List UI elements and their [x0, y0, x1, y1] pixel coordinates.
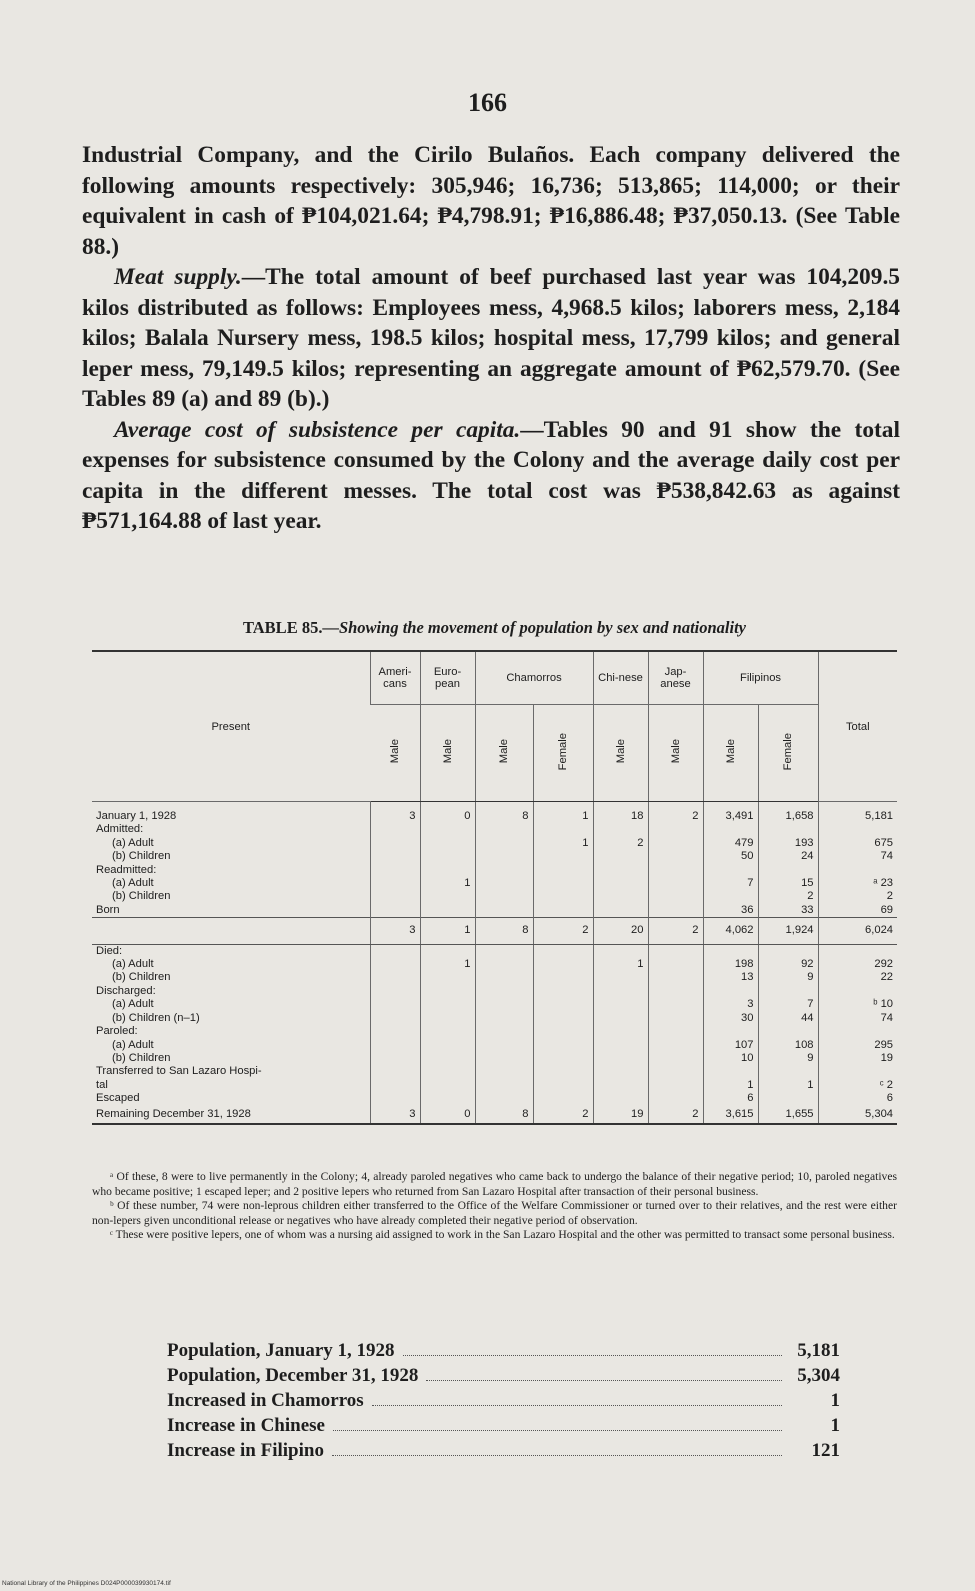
- table-cell: [593, 1079, 648, 1092]
- paragraph-meat-supply: [82, 262, 900, 415]
- table-cell: [648, 877, 703, 890]
- table-cell: 292: [818, 958, 897, 971]
- table-caption-label: TABLE 85.: [242, 618, 323, 637]
- table-row: [92, 1039, 897, 1052]
- table-cell: [370, 890, 420, 903]
- table-cell: [420, 1065, 475, 1078]
- table-cell: 7: [758, 998, 818, 1011]
- table-cell: [475, 1052, 533, 1065]
- table-cell: [593, 1052, 648, 1065]
- table-cell: [475, 998, 533, 1011]
- header-chinese-male: Male: [593, 705, 648, 802]
- row-label: [92, 918, 370, 944]
- table-cell: 6: [818, 1092, 897, 1105]
- table-cell: [758, 823, 818, 836]
- table-cell: 1: [758, 1079, 818, 1092]
- table-cell: 33: [758, 904, 818, 918]
- table-cell: [420, 890, 475, 903]
- body-text: [82, 140, 900, 537]
- table-cell: [648, 998, 703, 1011]
- table-cell: [593, 1039, 648, 1052]
- table-cell: [648, 1092, 703, 1105]
- summary-row: [167, 1340, 840, 1365]
- table-cell: [420, 1079, 475, 1092]
- table-cell: [533, 944, 593, 958]
- table-cell: [475, 944, 533, 958]
- footnote-c: ᶜ These were positive lepers, one of whom was a nursing aid assigned to work in the San Lazaro Hospital and the other was permitted to transact some personal business.: [110, 1228, 895, 1241]
- table-row: [92, 971, 897, 984]
- row-label: (b) Children: [112, 890, 171, 903]
- table-cell: [420, 1012, 475, 1025]
- population-table: [92, 650, 897, 1125]
- table-cell: 3: [370, 918, 420, 944]
- row-label: Admitted:: [96, 823, 144, 836]
- header-japanese-male: Male: [648, 705, 703, 802]
- table-cell: [533, 1025, 593, 1038]
- table-cell: [648, 1039, 703, 1052]
- summary-value: 121: [811, 1440, 840, 1461]
- row-label: (a) Adult: [112, 998, 154, 1011]
- table-cell: 74: [818, 1012, 897, 1025]
- table-cell: [593, 944, 648, 958]
- footnote-a: ᵃ Of these, 8 were to live permanently in the Colony; 4, already paroled negatives who came back to undergo the balance of their negative period; 10, paroled negatives who became positive; 1 escaped leper; and 2 positive lepers who returned from San Lazaro Hospital after transaction of their personal business.: [92, 1170, 897, 1198]
- meat-supply-text: —The total amount of beef purchased last year was 104,209.5 kilos distributed as follows: Employees mess, 4,968.5 kilos; laborers mess, 2,184 kilos; Balala Nursery mess, 198.5 kilos; hospital mess, 17,799 kilos; and general leper mess, 79,149.5 kilos; representing an aggregate amount of ₱62,579.70. (See Tables 89 (a) and 89 (b).): [82, 264, 900, 412]
- table-cell: [758, 864, 818, 877]
- table-caption: [92, 618, 897, 638]
- table-cell: [648, 904, 703, 918]
- population-summary: [167, 1340, 840, 1465]
- table-row: [92, 890, 897, 903]
- table-cell: [370, 1012, 420, 1025]
- row-label: Transferred to San Lazaro Hospi-: [96, 1065, 262, 1078]
- table-cell: [370, 971, 420, 984]
- header-chamorros-female: Female: [533, 705, 593, 802]
- table-cell: [475, 1065, 533, 1078]
- table-cell: [370, 1079, 420, 1092]
- summary-row: [167, 1365, 840, 1390]
- table-cell: [370, 877, 420, 890]
- table-cell: [593, 985, 648, 998]
- row-label: Discharged:: [96, 984, 156, 997]
- header-total: Total: [818, 651, 897, 802]
- table-cell: 24: [758, 850, 818, 863]
- table-cell: [818, 944, 897, 958]
- table-cell: [758, 944, 818, 958]
- table-cell: 74: [818, 850, 897, 863]
- table-cell: [370, 850, 420, 863]
- table-cell: [703, 944, 758, 958]
- table-cell: [533, 1052, 593, 1065]
- header-chinese: Chi-nese: [593, 651, 648, 705]
- summary-value: 1: [830, 1415, 840, 1436]
- table-cell: 19: [593, 1106, 648, 1124]
- table-row: [92, 877, 897, 890]
- row-label: Paroled:: [96, 1025, 138, 1038]
- table-cell: [420, 864, 475, 877]
- table-cell: [370, 837, 420, 850]
- table-cell: [648, 837, 703, 850]
- table-cell: 3: [703, 998, 758, 1011]
- table-cell: [420, 823, 475, 836]
- table-cell: [758, 985, 818, 998]
- table-row: [92, 1065, 897, 1078]
- row-label: (b) Children: [112, 971, 171, 984]
- table-cell: [533, 904, 593, 918]
- table-cell: 6,024: [818, 918, 897, 944]
- table-cell: [475, 890, 533, 903]
- table-cell: 2: [533, 1106, 593, 1124]
- table-cell: 1: [533, 802, 593, 824]
- row-label: (a) Adult: [112, 1038, 154, 1051]
- table-cell: 2: [533, 918, 593, 944]
- header-filipinos-female: Female: [758, 705, 818, 802]
- average-cost-text: —Tables 90 and 91 show the total expenses for subsistence consumed by the Colony and the average daily cost per capita in the different messes. The total cost was ₱538,842.63 as against ₱571,164.88 of last year.: [82, 416, 900, 534]
- table-cell: 108: [758, 1039, 818, 1052]
- summary-value: 5,181: [797, 1340, 840, 1361]
- table-cell: [370, 1052, 420, 1065]
- table-cell: 2: [648, 802, 703, 824]
- table-cell: [533, 1092, 593, 1105]
- table-cell: [475, 1079, 533, 1092]
- table-cell: [533, 998, 593, 1011]
- paragraph-average-cost: [82, 415, 900, 537]
- table-cell: 3: [370, 802, 420, 824]
- table-row: [92, 802, 897, 824]
- table-cell: [420, 998, 475, 1011]
- table-row: [92, 1106, 897, 1124]
- scan-imprint: National Library of the Philippines D024P000039930174.tif: [2, 1580, 171, 1587]
- table-cell: 2: [593, 837, 648, 850]
- table-cell: [648, 944, 703, 958]
- table-cell: 7: [703, 877, 758, 890]
- row-label: (a) Adult: [112, 958, 154, 971]
- table-cell: [758, 1065, 818, 1078]
- table-cell: 8: [475, 918, 533, 944]
- table-cell: 18: [593, 802, 648, 824]
- row-label: Escaped: [96, 1092, 140, 1105]
- table-cell: 1: [420, 958, 475, 971]
- table-cell: 1,655: [758, 1106, 818, 1124]
- table-cell: [818, 864, 897, 877]
- summary-row: [167, 1440, 840, 1465]
- table-cell: 8: [475, 1106, 533, 1124]
- table-cell: [648, 1065, 703, 1078]
- meat-supply-heading: Meat supply.: [114, 264, 242, 290]
- table-cell: 198: [703, 958, 758, 971]
- table-cell: 1: [420, 877, 475, 890]
- table-cell: [593, 864, 648, 877]
- table-cell: 13: [703, 971, 758, 984]
- average-cost-heading: Average cost of subsistence per capita.: [114, 416, 521, 443]
- paragraph-industrial-company: Industrial Company, and the Cirilo Bulaños. Each company delivered the following amounts respectively: 305,946; 16,736; 513,865; 114,000; or their equivalent in cash of ₱104,021.64; ₱4,798.91; ₱16,886.48; ₱37,050.13. (See Table 88.): [82, 142, 900, 260]
- table-cell: ᶜ 2: [818, 1079, 897, 1092]
- table-cell: [533, 877, 593, 890]
- table-cell: [648, 958, 703, 971]
- table-cell: [703, 1025, 758, 1038]
- header-european-male: Male: [420, 705, 475, 802]
- table-cell: [420, 1025, 475, 1038]
- table-cell: 92: [758, 958, 818, 971]
- table-cell: [648, 823, 703, 836]
- table-cell: 9: [758, 1052, 818, 1065]
- header-present: Present: [92, 651, 370, 802]
- table-cell: [533, 1065, 593, 1078]
- header-chamorros: Chamorros: [475, 651, 593, 705]
- table-cell: [370, 864, 420, 877]
- table-cell: [818, 823, 897, 836]
- table-cell: [420, 985, 475, 998]
- table-cell: [593, 1092, 648, 1105]
- row-label: (b) Children: [112, 850, 171, 863]
- table-cell: 10: [703, 1052, 758, 1065]
- table-cell: [648, 1079, 703, 1092]
- row-label: Died:: [96, 944, 123, 957]
- row-label: Remaining December 31, 1928: [92, 1106, 370, 1124]
- table-cell: [370, 1039, 420, 1052]
- row-label: (a) Adult: [112, 836, 154, 849]
- table-cell: 1: [420, 918, 475, 944]
- footnote-b: ᵇ Of these number, 74 were non-leprous children either transferred to the Office of the Welfare Commissioner or turned over to their relatives, and the rest were either non-lepers given unconditional release or negatives who have already completed their negative period of observation.: [92, 1199, 897, 1227]
- table-cell: 36: [703, 904, 758, 918]
- table-cell: [420, 1039, 475, 1052]
- table-cell: [475, 904, 533, 918]
- table-cell: [593, 850, 648, 863]
- table-cell: 1: [703, 1079, 758, 1092]
- table-cell: 3: [370, 1106, 420, 1124]
- table-cell: 20: [593, 918, 648, 944]
- table-cell: [370, 944, 420, 958]
- table-row: [92, 904, 897, 918]
- table-cell: [703, 823, 758, 836]
- row-label: January 1, 1928: [96, 810, 177, 822]
- table-row: [92, 918, 897, 944]
- table-cell: [370, 823, 420, 836]
- header-filipinos: Filipinos: [703, 651, 818, 705]
- table-row: [92, 944, 897, 958]
- header-european: Euro-pean: [420, 651, 475, 705]
- footnotes: [92, 1170, 897, 1243]
- page-number: 166: [468, 88, 507, 117]
- row-label: Born: [96, 903, 120, 916]
- table-cell: [593, 1012, 648, 1025]
- table-cell: [533, 890, 593, 903]
- table-caption-title: —Showing the movement of population by sex and nationality: [322, 618, 746, 637]
- table-cell: 193: [758, 837, 818, 850]
- table-cell: ᵇ 10: [818, 998, 897, 1011]
- table-cell: [533, 1079, 593, 1092]
- table-cell: [533, 1039, 593, 1052]
- table-cell: [420, 850, 475, 863]
- table-cell: [648, 890, 703, 903]
- table-row: [92, 958, 897, 971]
- header-chamorros-male: Male: [475, 705, 533, 802]
- table-cell: 8: [475, 802, 533, 824]
- table-cell: [593, 890, 648, 903]
- table-cell: 44: [758, 1012, 818, 1025]
- table-cell: [648, 1052, 703, 1065]
- table-cell: [818, 1065, 897, 1078]
- table-cell: 2: [758, 890, 818, 903]
- table-cell: 1,658: [758, 802, 818, 824]
- summary-row: [167, 1415, 840, 1440]
- population-table-wrapper: [92, 650, 897, 1125]
- row-label: Readmitted:: [96, 863, 157, 876]
- summary-value: 1: [830, 1390, 840, 1411]
- table-cell: 107: [703, 1039, 758, 1052]
- table-cell: [420, 1092, 475, 1105]
- summary-label: Increased in Chamorros: [167, 1390, 364, 1411]
- table-cell: [370, 985, 420, 998]
- table-cell: [370, 904, 420, 918]
- summary-value: 5,304: [797, 1365, 840, 1386]
- table-cell: 22: [818, 971, 897, 984]
- table-cell: [420, 944, 475, 958]
- table-cell: [648, 971, 703, 984]
- table-cell: 1: [593, 958, 648, 971]
- header-japanese: Jap-anese: [648, 651, 703, 705]
- table-cell: 295: [818, 1039, 897, 1052]
- table-cell: 2: [648, 1106, 703, 1124]
- table-cell: [818, 1025, 897, 1038]
- table-row: [92, 998, 897, 1011]
- table-cell: 5,304: [818, 1106, 897, 1124]
- table-cell: 2: [818, 890, 897, 903]
- table-cell: ᵃ 23: [818, 877, 897, 890]
- table-cell: [593, 877, 648, 890]
- table-row: [92, 1025, 897, 1038]
- summary-label: Population, December 31, 1928: [167, 1365, 419, 1386]
- table-cell: 3,491: [703, 802, 758, 824]
- summary-label: Increase in Filipino: [167, 1440, 324, 1461]
- table-body: [92, 802, 897, 1124]
- table-cell: 4,062: [703, 918, 758, 944]
- table-cell: [533, 823, 593, 836]
- table-cell: [370, 998, 420, 1011]
- table-row: [92, 1079, 897, 1092]
- table-row: [92, 864, 897, 877]
- table-cell: [475, 1025, 533, 1038]
- table-cell: 69: [818, 904, 897, 918]
- table-cell: 6: [703, 1092, 758, 1105]
- table-cell: [703, 890, 758, 903]
- table-cell: [370, 1065, 420, 1078]
- table-cell: 1,924: [758, 918, 818, 944]
- table-cell: 0: [420, 802, 475, 824]
- table-cell: [475, 864, 533, 877]
- table-cell: [475, 823, 533, 836]
- table-cell: [370, 1092, 420, 1105]
- table-cell: [533, 985, 593, 998]
- table-cell: [758, 1092, 818, 1105]
- table-row: [92, 837, 897, 850]
- table-cell: [593, 1025, 648, 1038]
- header-filipinos-male: Male: [703, 705, 758, 802]
- table-cell: [370, 958, 420, 971]
- table-cell: [475, 1012, 533, 1025]
- table-row: [92, 1012, 897, 1025]
- table-cell: 5,181: [818, 802, 897, 824]
- table-cell: [420, 1052, 475, 1065]
- table-cell: 15: [758, 877, 818, 890]
- table-cell: 479: [703, 837, 758, 850]
- table-cell: [593, 904, 648, 918]
- table-cell: [533, 850, 593, 863]
- table-cell: 9: [758, 971, 818, 984]
- table-cell: [475, 877, 533, 890]
- table-row: [92, 823, 897, 836]
- table-cell: [420, 971, 475, 984]
- table-cell: [420, 904, 475, 918]
- table-cell: [533, 971, 593, 984]
- table-row: [92, 850, 897, 863]
- table-cell: [370, 1025, 420, 1038]
- table-cell: 19: [818, 1052, 897, 1065]
- row-label: (a) Adult: [112, 877, 154, 890]
- table-cell: 3,615: [703, 1106, 758, 1124]
- table-cell: [533, 864, 593, 877]
- header-americans: Ameri-cans: [370, 651, 420, 705]
- table-cell: [593, 823, 648, 836]
- summary-label: Increase in Chinese: [167, 1415, 325, 1436]
- row-label: (b) Children (n–1): [112, 1011, 200, 1024]
- row-label: (b) Children: [112, 1051, 171, 1064]
- summary-label: Population, January 1, 1928: [167, 1340, 395, 1361]
- table-cell: [533, 958, 593, 971]
- table-cell: [648, 864, 703, 877]
- table-cell: [475, 1039, 533, 1052]
- table-cell: [475, 1092, 533, 1105]
- table-cell: 30: [703, 1012, 758, 1025]
- table-cell: [648, 1025, 703, 1038]
- table-row: [92, 1052, 897, 1065]
- table-cell: [533, 1012, 593, 1025]
- dot-leader: [332, 1455, 782, 1456]
- table-cell: [475, 850, 533, 863]
- table-cell: [475, 971, 533, 984]
- table-row: [92, 1092, 897, 1105]
- table-cell: [703, 864, 758, 877]
- table-cell: [475, 985, 533, 998]
- table-cell: [648, 850, 703, 863]
- dot-leader: [372, 1405, 782, 1406]
- table-cell: [818, 985, 897, 998]
- table-cell: [593, 971, 648, 984]
- table-cell: [758, 1025, 818, 1038]
- header-americans-male: Male: [370, 705, 420, 802]
- table-cell: [475, 837, 533, 850]
- table-cell: 50: [703, 850, 758, 863]
- dot-leader: [403, 1355, 782, 1356]
- table-row: [92, 985, 897, 998]
- table-cell: 0: [420, 1106, 475, 1124]
- table-cell: 1: [533, 837, 593, 850]
- dot-leader: [333, 1430, 782, 1431]
- table-cell: 2: [648, 918, 703, 944]
- table-cell: [420, 837, 475, 850]
- table-cell: [703, 985, 758, 998]
- table-cell: [648, 985, 703, 998]
- table-cell: [475, 958, 533, 971]
- table-cell: [593, 1065, 648, 1078]
- table-cell: [593, 998, 648, 1011]
- table-cell: 675: [818, 837, 897, 850]
- table-cell: [648, 1012, 703, 1025]
- row-label: tal: [96, 1078, 108, 1091]
- dot-leader: [426, 1380, 782, 1381]
- summary-row: [167, 1390, 840, 1415]
- table-cell: [703, 1065, 758, 1078]
